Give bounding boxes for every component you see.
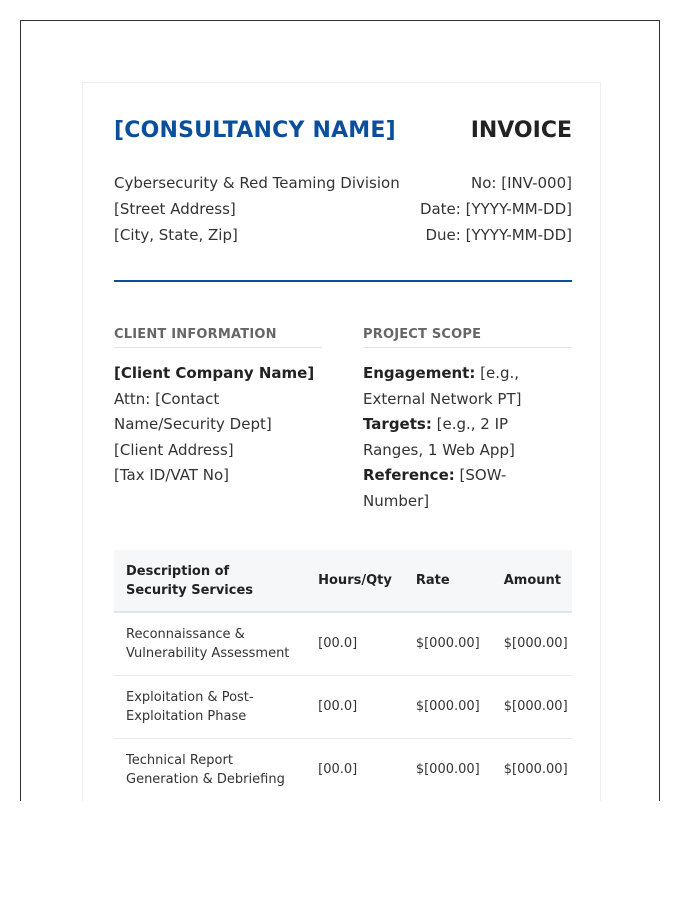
reference-label: Reference: [363,466,455,484]
sender-address-block [114,170,400,248]
document-title: INVOICE [470,118,572,143]
client-attn: Attn: [Contact Name/Security Dept] [114,389,272,433]
invoice-page [82,82,601,801]
scope-section-heading: PROJECT SCOPE [363,327,572,348]
row-qty: [00.0] [306,612,404,675]
scope-targets [363,412,572,463]
scope-engagement [363,361,572,412]
project-scope-section [363,327,572,514]
table-row [114,612,572,675]
sender-division: Cybersecurity & Red Teaming Division [114,174,400,192]
row-amount: $[000.00] [492,612,572,675]
row-amount: $[000.00] [492,738,572,801]
targets-label: Targets: [363,415,432,433]
row-rate: $[000.00] [404,738,492,801]
client-information-section [114,327,322,489]
invoice-number: No: [INV-000] [471,174,572,192]
row-description: Reconnaissance & Vulnerability Assessment [114,612,306,675]
column-header-description: Description of Security Services [114,550,306,612]
row-description: Exploitation & Post-Exploitation Phase [114,675,306,738]
row-rate: $[000.00] [404,675,492,738]
engagement-label: Engagement: [363,364,476,382]
row-description: Technical Report Generation & Debriefing [114,738,306,801]
sender-street: [Street Address] [114,200,236,218]
table-header-row [114,550,572,612]
client-section-heading: CLIENT INFORMATION [114,327,322,348]
column-header-qty: Hours/Qty [306,550,404,612]
header-divider [114,280,572,282]
invoice-meta-block [420,170,572,248]
targets-value: [e.g., 2 IP Ranges, 1 Web App] [363,415,515,459]
row-rate: $[000.00] [404,612,492,675]
row-amount: $[000.00] [492,675,572,738]
table-row [114,675,572,738]
invoice-due-date: Due: [YYYY-MM-DD] [425,226,572,244]
scope-details [363,361,572,514]
row-qty: [00.0] [306,675,404,738]
sender-city: [City, State, Zip] [114,226,238,244]
row-qty: [00.0] [306,738,404,801]
client-address: [Client Address] [114,440,234,459]
column-header-amount: Amount [492,550,572,612]
document-viewport [20,20,660,801]
client-company-name: [Client Company Name] [114,364,315,382]
scope-reference [363,463,572,514]
consultancy-name: [CONSULTANCY NAME] [114,118,396,143]
invoice-date: Date: [YYYY-MM-DD] [419,200,572,218]
table-row [114,738,572,801]
client-tax-id: [Tax ID/VAT No] [114,466,229,484]
services-table [114,550,572,801]
client-details [114,361,322,489]
column-header-rate: Rate [404,550,492,612]
engagement-value: [e.g., External Network PT] [363,364,522,408]
reference-value: [SOW-Number] [363,466,507,510]
